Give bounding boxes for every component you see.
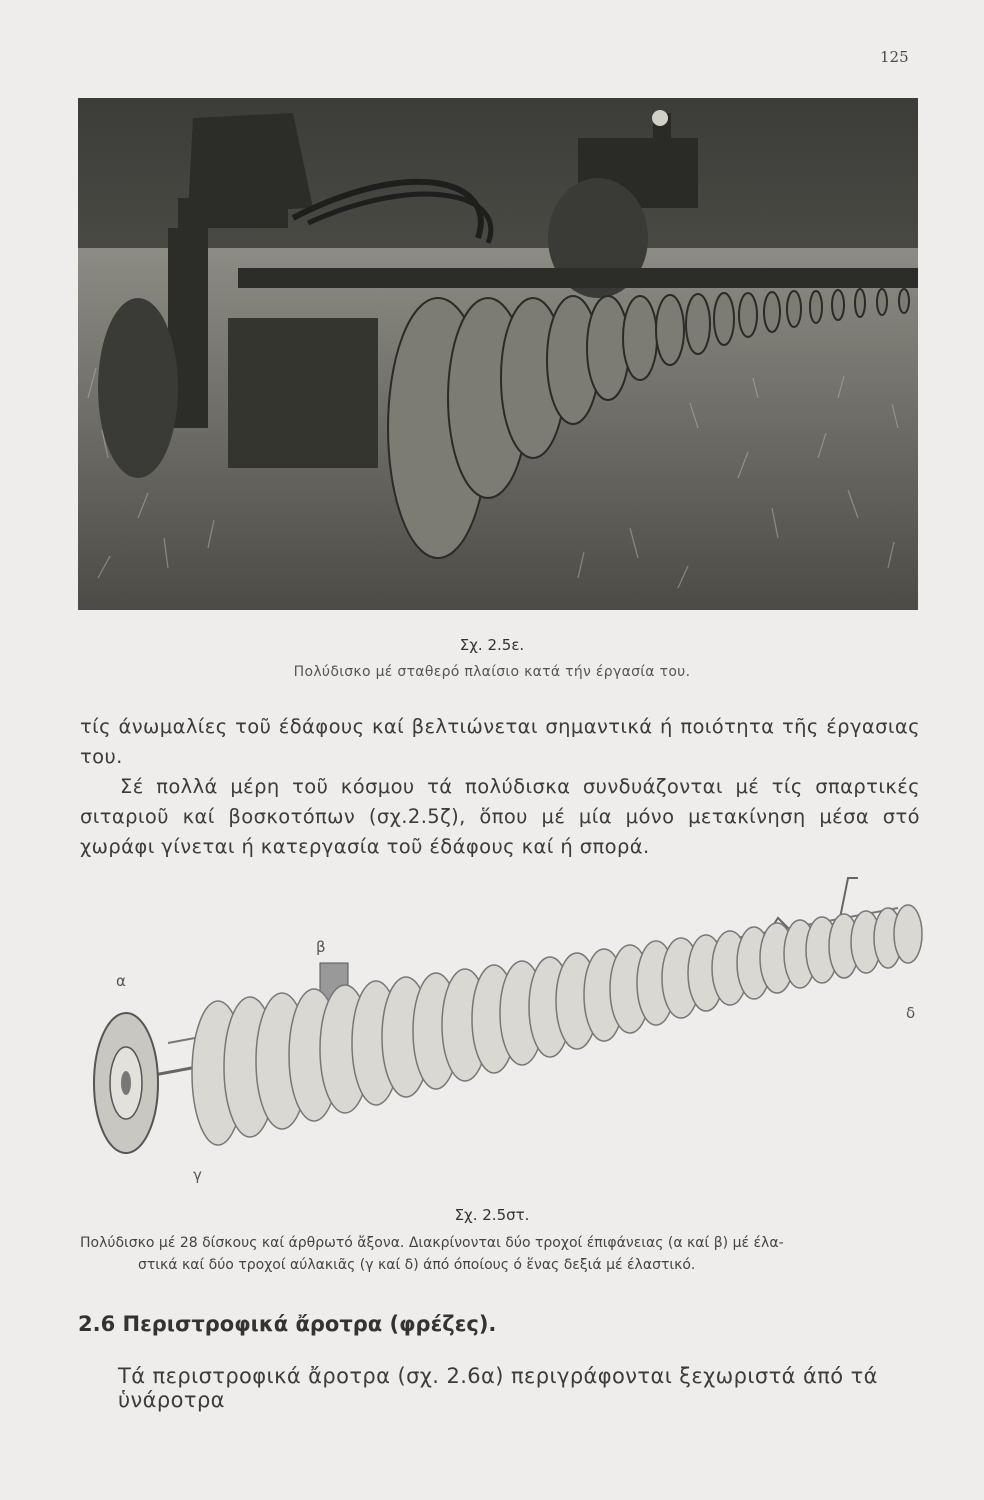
figure-caption (80, 1232, 920, 1276)
caption-line: στικά καί δύο τροχοί αύλακιᾶς (γ καί δ) άπό όποίους ό ἕνας δεξιά μέ έλαστικό. (138, 1257, 696, 1273)
body-text (80, 712, 920, 862)
page-number: 125 (880, 48, 909, 66)
paragraph: Τά περιστροφικά ἄροτρα (σχ. 2.6α) περιγράφονται ξεχωριστά άπό τά ὑνάροτρα (118, 1364, 878, 1412)
section-heading: 2.6 Περιστροφικά ἄροτρα (φρέζες). (78, 1312, 497, 1336)
paragraph: Σέ πολλά μέρη τοῦ κόσμου τά πολύδισκα συνδυάζονται μέ τίς σπαρτικές σιταριοῦ καί βοσκοτόπων (σχ.2.5ζ), ὅπου μέ μία μόνο μετακίνηση μέσα στό χωράφι γίνεται ή κατεργασία τοῦ έδάφους καί ή σπορά. (80, 775, 920, 858)
label-delta: δ (906, 1004, 916, 1022)
figure-label: Σχ. 2.5στ. (454, 1206, 530, 1224)
paragraph: τίς άνωμαλίες τοῦ έδάφους καί βελτιώνεται σημαντικά ή ποιότητα τῆς έργασιας του. (80, 715, 920, 768)
drawing-disc-harrow (78, 868, 928, 1198)
figure-label: Σχ. 2.5ε. (459, 636, 525, 654)
caption-line: Πολύδισκο μέ 28 δίσκους καί άρθρωτό ἄξονα. Διακρίνονται δύο τροχοί έπιφάνειας (α καί β) μέ έλα- (80, 1235, 784, 1251)
label-beta: β (316, 938, 326, 956)
label-alpha: α (116, 972, 126, 990)
label-gamma: γ (193, 1166, 202, 1184)
photo-disc-harrow-in-field (78, 98, 918, 610)
figure-caption: Πολύδισκο μέ σταθερό πλαίσιο κατά τήν έργασία του. (293, 664, 691, 680)
